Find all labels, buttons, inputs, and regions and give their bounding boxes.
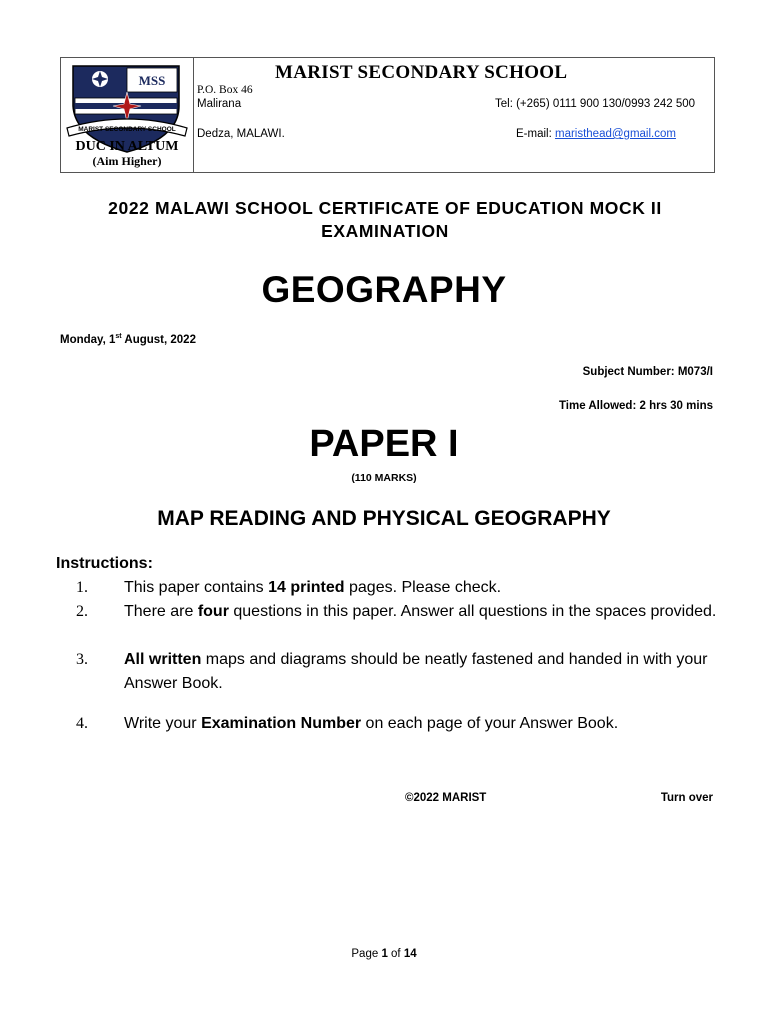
section-title: MAP READING AND PHYSICAL GEOGRAPHY xyxy=(157,507,611,530)
exam-date xyxy=(60,333,196,346)
page-prefix: Page xyxy=(351,948,382,960)
instruction-text: maps and diagrams should be neatly fastened and handed in with your Answer Book. xyxy=(124,651,708,692)
instruction-text: Write your xyxy=(124,715,202,732)
date-prefix: Monday, 1 xyxy=(60,333,116,346)
subject-title: GEOGRAPHY xyxy=(261,269,507,310)
page-number xyxy=(0,948,768,960)
copyright: ©2022 MARIST xyxy=(405,792,487,804)
telephone: Tel: (+265) 0111 900 130/0993 242 500 xyxy=(495,98,696,110)
school-crest xyxy=(61,58,194,172)
instruction-emphasis: Examination Number xyxy=(201,715,362,732)
instruction-number: 1. xyxy=(76,579,88,596)
page-of: of xyxy=(387,948,404,960)
instruction-text: pages. Please check. xyxy=(344,579,502,596)
email-line xyxy=(516,128,676,140)
svg-text:(Aim Higher): (Aim Higher) xyxy=(92,154,162,168)
instruction-text: There are xyxy=(124,603,198,620)
city: Dedza, MALAWI. xyxy=(197,128,285,140)
instruction-item xyxy=(76,600,726,624)
page-current: 1 xyxy=(381,948,388,960)
page-total: 14 xyxy=(403,948,417,960)
school-crest-icon xyxy=(61,58,193,172)
instruction-number: 3. xyxy=(76,651,88,668)
turn-over: Turn over xyxy=(660,792,713,804)
instructions-heading: Instructions: xyxy=(56,555,153,572)
instruction-text: on each page of your Answer Book. xyxy=(361,715,619,732)
letterhead xyxy=(60,57,715,173)
instruction-emphasis: All written xyxy=(124,651,202,668)
date-ordinal: st xyxy=(115,333,122,340)
instruction-number: 4. xyxy=(76,715,88,732)
subject-number: Subject Number: M073/I xyxy=(582,366,713,378)
exam-title: 2022 MALAWI SCHOOL CERTIFICATE OF EDUCATION MOCK II EXAMINATION xyxy=(108,198,662,241)
instruction-item xyxy=(76,576,726,600)
svg-text:MSS: MSS xyxy=(138,73,166,88)
svg-text:MARIST SECONDARY SCHOOL: MARIST SECONDARY SCHOOL xyxy=(78,126,176,133)
email-label: E-mail: xyxy=(516,128,555,140)
school-name: MARIST SECONDARY SCHOOL xyxy=(275,62,568,83)
email-link[interactable]: maristhead@gmail.com xyxy=(554,128,676,140)
total-marks: (110 MARKS) xyxy=(351,472,417,484)
instruction-emphasis: 14 printed xyxy=(268,579,345,596)
instruction-text: questions in this paper. Answer all questions in the spaces provided. xyxy=(228,603,717,620)
instruction-emphasis: four xyxy=(197,603,229,620)
instruction-item xyxy=(76,648,726,696)
instruction-item xyxy=(76,712,726,736)
svg-text:DUC IN ALTUM: DUC IN ALTUM xyxy=(75,139,179,154)
instruction-number: 2. xyxy=(76,603,88,620)
instruction-text: This paper contains xyxy=(124,579,269,596)
time-allowed: Time Allowed: 2 hrs 30 mins xyxy=(558,400,713,412)
date-suffix: August, 2022 xyxy=(121,333,196,346)
po-box: P.O. Box 46 xyxy=(197,84,253,96)
paper-title: PAPER I xyxy=(309,423,459,465)
town: Malirana xyxy=(197,98,242,110)
